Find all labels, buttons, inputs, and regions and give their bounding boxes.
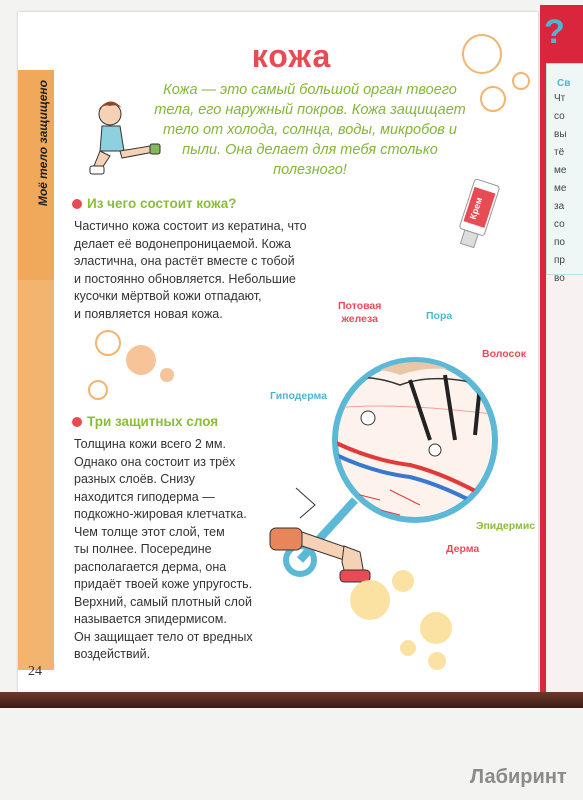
section-heading-text: Из чего состоит кожа? bbox=[87, 196, 237, 211]
leg-illustration bbox=[268, 518, 378, 588]
decor-circle bbox=[420, 612, 452, 644]
decor-ring bbox=[512, 72, 530, 90]
section-text: Частично кожа состоит из кератина, что делает её водонепроницаемой. Кожа эластична, она растёт вместе с тобой и постоянно обновляется. Небольшие кусочки мёртвой кожи отпадают, и появляется новая кожа. bbox=[74, 219, 307, 321]
decor-ring bbox=[462, 34, 502, 74]
girl-illustration bbox=[80, 96, 164, 180]
next-page-edge bbox=[540, 5, 583, 695]
label-pore: Пора bbox=[426, 310, 453, 322]
decor-ring bbox=[480, 86, 506, 112]
next-page-text: во bbox=[554, 273, 565, 284]
section-text: Толщина кожи всего 2 мм. Однако она состоит из трёх разных слоёв. Снизу находится гиподерма — подкожно-жировая клетчатка. Чем толще этот слой, тем ты полнее. Посередине располагается дерма, она придаёт твоей коже упругость. Верхний, самый плотный слой называется эпидермисом. Он защищает тело от вредных воздействий. bbox=[74, 437, 253, 661]
decor-ring bbox=[95, 330, 121, 356]
next-page-text: со bbox=[554, 111, 565, 122]
magnifier-circle bbox=[335, 360, 495, 520]
label-hair: Волосок bbox=[482, 348, 527, 360]
label-hypodermis: Гиподерма bbox=[270, 390, 328, 402]
section-heading bbox=[72, 196, 237, 211]
label-epidermis: Эпидермис bbox=[476, 520, 536, 532]
next-page-lines bbox=[546, 275, 583, 695]
cream-tube-illustration bbox=[452, 175, 502, 255]
side-tab-label-box bbox=[18, 70, 54, 280]
decor-circle bbox=[392, 570, 414, 592]
next-page-heading: Св bbox=[557, 78, 571, 89]
next-page-text: по bbox=[554, 237, 565, 248]
bullet-dot-icon bbox=[72, 417, 82, 427]
next-page-text: вы bbox=[554, 129, 567, 140]
decor-circle bbox=[126, 345, 156, 375]
next-page-text: ме bbox=[554, 183, 567, 194]
bullet-dot-icon bbox=[72, 199, 82, 209]
side-tab-label: Моё тело защищено bbox=[36, 80, 50, 207]
section-heading-text: Три защитных слоя bbox=[87, 414, 219, 429]
decor-circle bbox=[428, 652, 446, 670]
side-tab bbox=[18, 70, 54, 670]
page-number: 24 bbox=[28, 664, 42, 679]
next-page-text: ме bbox=[554, 165, 567, 176]
next-page-text: за bbox=[554, 201, 565, 212]
decor-ring bbox=[88, 380, 108, 400]
decor-circle bbox=[400, 640, 416, 656]
next-page-text: пр bbox=[554, 255, 565, 266]
book-bottom-edge bbox=[0, 692, 583, 708]
next-page-text: Чт bbox=[554, 93, 566, 104]
page-title: кожа bbox=[251, 38, 332, 74]
next-page-text: со bbox=[554, 219, 565, 230]
cream-tube-label: Крем bbox=[467, 196, 485, 221]
decor-circle bbox=[160, 368, 174, 382]
intro-text: Кожа — это самый большой орган твоего тела, его наружный покров. Кожа защищает тело от холода, солнца, воды, микробов и пыли. Она делает для тебя столько полезного! bbox=[154, 82, 466, 178]
label-sweat-gland: Потовая железа bbox=[338, 300, 382, 325]
section-heading bbox=[72, 414, 218, 429]
question-mark-icon: ? bbox=[544, 13, 565, 51]
next-page-text: тё bbox=[554, 147, 565, 158]
decor-circle bbox=[350, 580, 390, 620]
watermark-logo: Лабиринт bbox=[470, 766, 567, 788]
label-dermis: Дерма bbox=[446, 543, 480, 555]
